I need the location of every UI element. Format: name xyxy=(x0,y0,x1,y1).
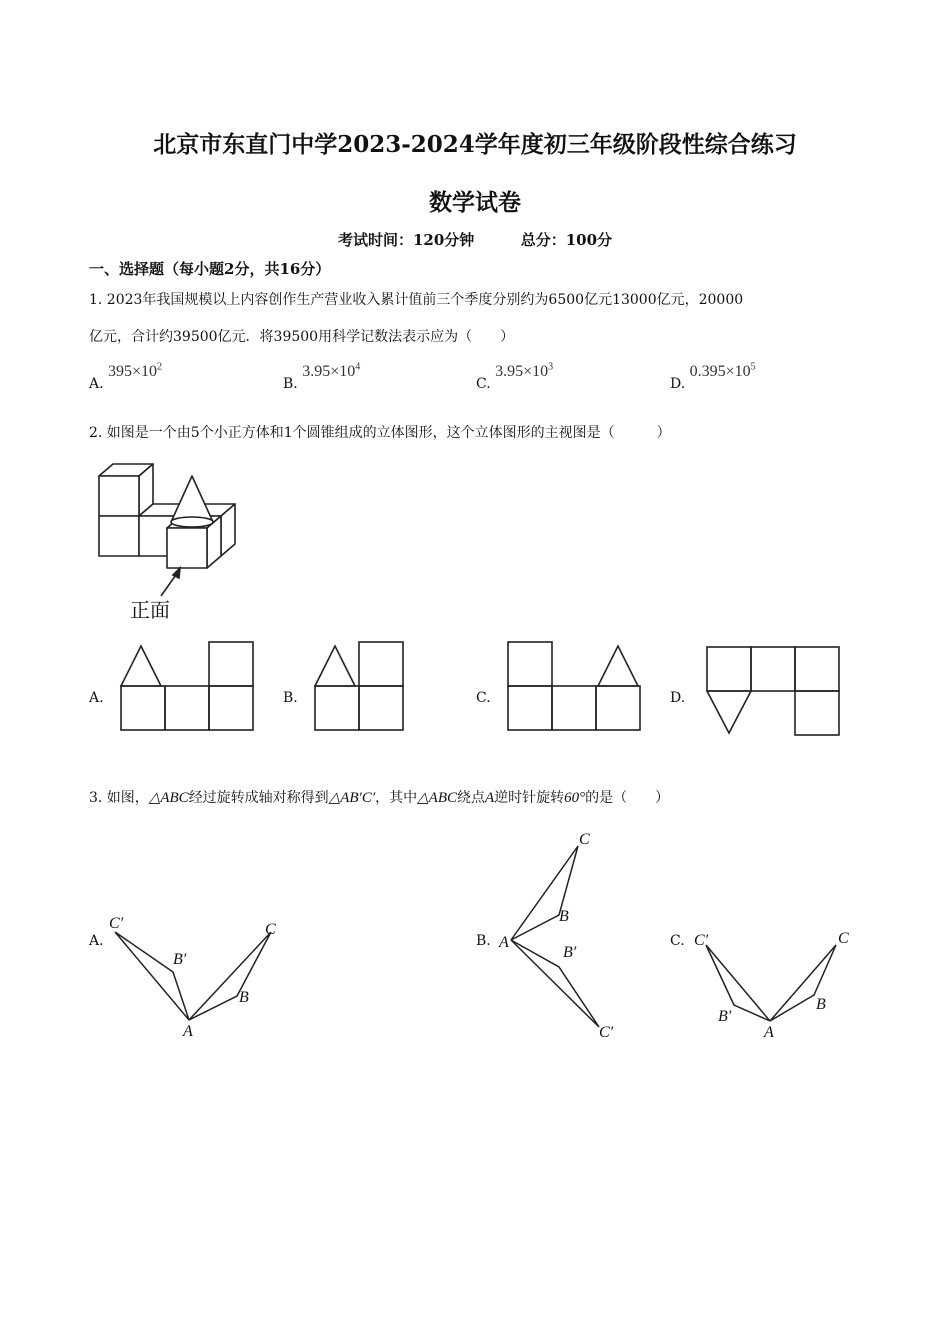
q3-option-a-label[interactable]: A. xyxy=(89,933,104,949)
label-b-prime: B′ xyxy=(563,944,577,961)
label-b-prime: B′ xyxy=(718,1008,732,1025)
q2-option-d-figure xyxy=(705,645,845,745)
q1-option-c[interactable]: C. $3.95\times 10^3$ xyxy=(476,362,554,393)
q2-option-a-figure xyxy=(119,640,259,740)
label-c-prime: C′ xyxy=(694,932,709,949)
q1-option-b[interactable]: B. $3.95\times 10^4$ xyxy=(283,362,361,393)
q2-option-c-figure xyxy=(506,640,646,740)
exam-info xyxy=(0,229,950,250)
label-b: B xyxy=(239,989,249,1006)
label-b-prime: B′ xyxy=(173,951,187,968)
q3-option-b-label[interactable]: B. xyxy=(476,933,491,949)
q2-option-b-figure xyxy=(313,640,413,740)
label-c: C xyxy=(265,921,276,938)
q1-line1: 1. 2023年我国规模以上内容创作生产营业收入累计值前三个季度分别约为6500亿元13000亿元，20000 xyxy=(89,292,744,308)
q2-solid-figure xyxy=(95,462,255,622)
q3-option-c-figure xyxy=(690,925,870,1045)
q2-option-a-label[interactable]: A. xyxy=(89,690,104,706)
label-c-prime: C′ xyxy=(109,915,124,932)
front-label: 正面 xyxy=(130,598,170,622)
subject-title: 数学试卷 xyxy=(429,189,521,216)
q1-option-d[interactable]: D. $0.395\times 10^5$ xyxy=(670,362,756,393)
label-c: C xyxy=(579,831,590,848)
total-score: 总分：100分 xyxy=(520,231,613,249)
label-c: C xyxy=(838,930,849,947)
q2-option-d-label[interactable]: D. xyxy=(670,690,686,706)
label-a: A xyxy=(764,1024,774,1041)
label-a: A xyxy=(499,934,509,951)
q3-option-b-figure xyxy=(495,825,635,1045)
label-c-prime: C′ xyxy=(599,1024,614,1041)
page-title: 北京市东直门中学2023-2024学年度初三年级阶段性综合练习 xyxy=(153,131,797,158)
q2-option-c-label[interactable]: C. xyxy=(476,690,491,706)
q1-option-c-value: $3.95\times 10^3$ xyxy=(495,362,554,381)
q1-option-b-value: $3.95\times 10^4$ xyxy=(302,362,361,381)
label-a: A xyxy=(183,1023,193,1040)
q2-option-b-label[interactable]: B. xyxy=(283,690,298,706)
q3-text: 3. 如图，△ABC经过旋转成轴对称得到△AB′C′，其中△ABC绕点A逆时针旋转60°的是（ ） xyxy=(89,790,670,806)
q1-option-d-value: $0.395\times 10^5$ xyxy=(689,362,756,381)
label-b: B xyxy=(816,996,826,1013)
q1-line2: 亿元，合计约39500亿元．将39500用科学记数法表示应为（ ） xyxy=(89,329,515,345)
q1-option-a[interactable]: A. $395\times 10^2$ xyxy=(89,362,163,393)
label-b: B xyxy=(559,908,569,925)
q2-text: 2. 如图是一个由5个小正方体和1个圆锥组成的立体图形，这个立体图形的主视图是（ ） xyxy=(89,425,671,441)
section-heading: 一、选择题（每小题2分，共16分） xyxy=(89,260,331,278)
q3-option-c-label[interactable]: C. xyxy=(670,933,685,949)
q3-option-a-figure xyxy=(105,910,305,1050)
exam-time: 考试时间：120分钟 xyxy=(337,231,475,249)
q1-option-a-value: $395\times 10^2$ xyxy=(108,362,163,381)
